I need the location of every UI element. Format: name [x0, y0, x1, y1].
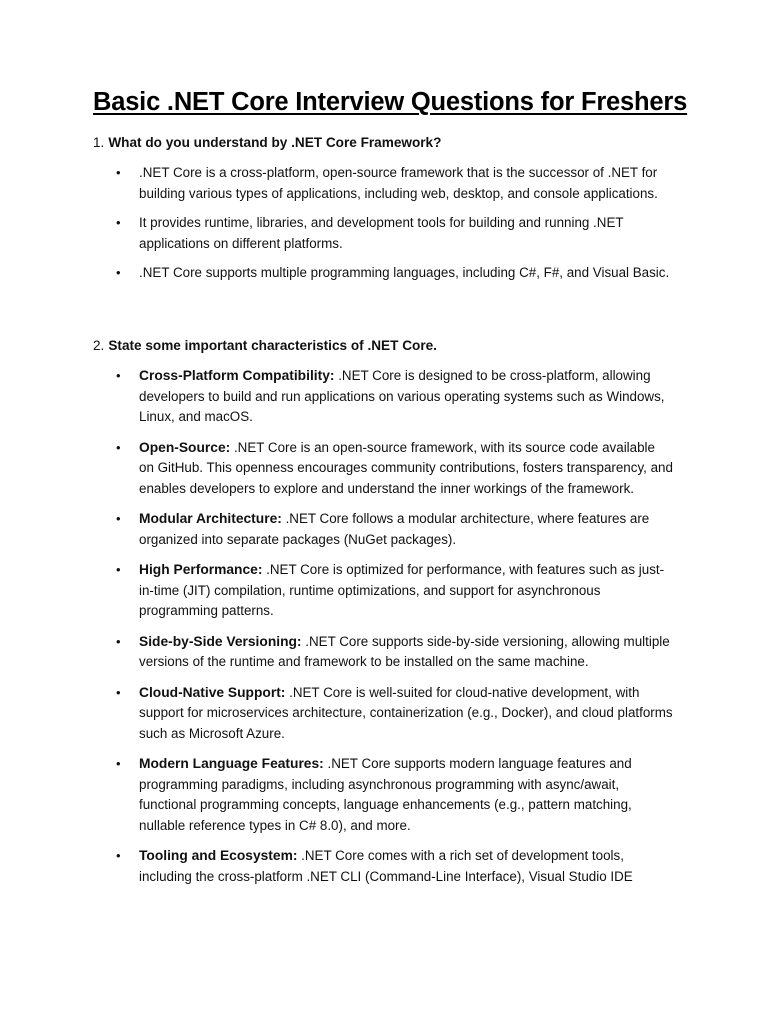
answer-list-1	[113, 163, 673, 293]
list-item	[113, 754, 673, 836]
bullet-term: Open-Source:	[139, 439, 231, 455]
question-number: 1.	[93, 135, 105, 150]
bullet-text: .NET Core comes with a rich set of development tools, including the cross-platform .NET CLI (Command-Line Interface), Visual Studio IDE	[139, 848, 633, 884]
document-title: Basic .NET Core Interview Questions for Freshers	[93, 88, 688, 116]
bullet-text: It provides runtime, libraries, and development tools for building and running .NET applications on different platforms.	[139, 215, 624, 251]
bullet-text: .NET Core is designed to be cross-platform, allowing developers to build and run applications on various operating systems such as Windows, Linux, and macOS.	[139, 368, 665, 424]
list-item	[113, 163, 673, 204]
bullet-icon: •	[116, 633, 121, 649]
question-text: What do you understand by .NET Core Framework?	[108, 135, 442, 150]
bullet-term: Cloud-Native Support:	[139, 684, 286, 700]
question-heading-2	[93, 338, 437, 353]
bullet-icon: •	[116, 215, 121, 230]
bullet-icon: •	[116, 756, 121, 771]
list-item	[113, 632, 673, 673]
list-item	[113, 509, 673, 550]
bullet-text: .NET Core supports side-by-side versioning, allowing multiple versions of the runtime and framework to be installed on the same machine.	[139, 633, 670, 669]
list-item	[113, 213, 673, 254]
list-item	[113, 366, 673, 428]
bullet-icon: •	[116, 439, 121, 455]
bullet-text: .NET Core is an open-source framework, with its source code available on GitHub. This openness encourages community contributions, fosters transparency, and enables developers to explore and understand the inner workings of the framework.	[139, 439, 673, 496]
bullet-icon: •	[116, 165, 121, 180]
bullet-term: Side-by-Side Versioning:	[139, 633, 302, 649]
bullet-text: .NET Core supports multiple programming languages, including C#, F#, and Visual Basic.	[139, 265, 670, 280]
bullet-term: Tooling and Ecosystem:	[139, 848, 298, 863]
bullet-term: Cross-Platform Compatibility:	[139, 368, 335, 383]
question-heading-1	[93, 135, 441, 150]
list-item	[113, 683, 673, 745]
bullet-icon: •	[116, 265, 121, 280]
bullet-icon: •	[116, 684, 121, 700]
bullet-term: Modern Language Features:	[139, 756, 324, 771]
list-item	[113, 438, 673, 500]
answer-list-2	[113, 366, 673, 897]
bullet-text: .NET Core is optimized for performance, with features such as just-in-time (JIT) compilation, runtime optimizations, and support for asynchronous programming patterns.	[139, 562, 665, 618]
bullet-icon: •	[116, 368, 121, 383]
question-number: 2.	[93, 338, 105, 353]
bullet-term: Modular Architecture:	[139, 511, 282, 526]
question-text: State some important characteristics of .NET Core.	[108, 338, 437, 353]
bullet-text: .NET Core follows a modular architecture, where features are organized into separate packages (NuGet packages).	[139, 511, 650, 547]
bullet-text: .NET Core is a cross-platform, open-source framework that is the successor of .NET for building various types of applications, including web, desktop, and console applications.	[139, 165, 658, 201]
list-item	[113, 263, 673, 284]
bullet-icon: •	[116, 511, 121, 526]
bullet-icon: •	[116, 562, 121, 577]
list-item	[113, 846, 673, 887]
bullet-icon: •	[116, 848, 121, 863]
bullet-term: High Performance:	[139, 562, 263, 577]
bullet-text: .NET Core is well-suited for cloud-native development, with support for microservices architecture, containerization (e.g., Docker), and cloud platforms such as Microsoft Azure.	[139, 684, 673, 741]
bullet-text: .NET Core supports modern language features and programming paradigms, including asynchronous programming with async/await, functional programming concepts, language enhancements (e.g., pattern matching, nullable reference types in C# 8.0), and more.	[139, 756, 632, 833]
list-item	[113, 560, 673, 622]
